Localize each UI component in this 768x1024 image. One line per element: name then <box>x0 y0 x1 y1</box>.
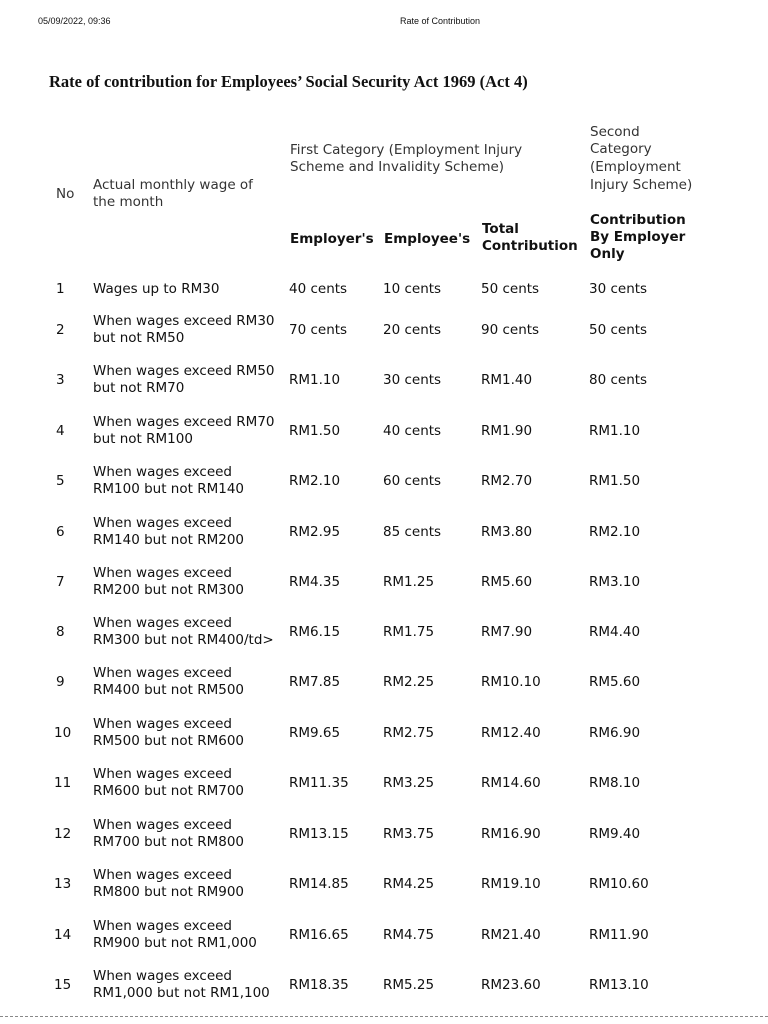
row-wage-line: RM400 but not RM500 <box>93 682 244 698</box>
row-employee: RM1.75 <box>383 623 435 640</box>
total-header-line2: Contribution <box>482 238 578 254</box>
document-title: Rate of contribution for Employees’ Social Security Act 1969 (Act 4) <box>49 72 528 91</box>
row-total: RM14.60 <box>481 774 541 791</box>
row-second-category: 50 cents <box>589 321 648 338</box>
row-employee: 40 cents <box>383 422 442 439</box>
second-category-header-line4: Injury Scheme) <box>590 177 693 193</box>
row-employer: RM4.35 <box>289 573 341 590</box>
row-total: RM1.40 <box>481 371 533 388</box>
row-employer: RM6.15 <box>289 623 341 640</box>
row-second-category: RM2.10 <box>589 523 641 540</box>
row-wage-line: When wages exceed <box>93 766 232 782</box>
row-wage-line: RM200 but not RM300 <box>93 582 244 598</box>
row-wage-line: When wages exceed RM70 <box>93 414 275 430</box>
row-no: 15 <box>54 976 72 993</box>
col-no-header: No <box>56 186 75 202</box>
row-wage-line: When wages exceed <box>93 565 232 581</box>
total-header-line1: Total <box>482 221 519 237</box>
row-employee: RM3.25 <box>383 774 435 791</box>
row-wage-line: but not RM100 <box>93 431 193 447</box>
row-wage-line: When wages exceed <box>93 665 232 681</box>
col-wage-header-line2: the month <box>93 194 164 210</box>
row-employee: RM4.75 <box>383 926 435 943</box>
row-total: RM12.40 <box>481 724 541 741</box>
row-wage-line: RM500 but not RM600 <box>93 733 244 749</box>
col-wage-header-line1: Actual monthly wage of <box>93 177 253 193</box>
row-total: RM19.10 <box>481 875 541 892</box>
row-no: 4 <box>56 422 65 439</box>
row-total: 50 cents <box>481 280 540 297</box>
row-wage-line: RM800 but not RM900 <box>93 884 244 900</box>
row-wage-line: RM300 but not RM400/td> <box>93 632 274 648</box>
row-total: RM10.10 <box>481 673 541 690</box>
row-second-category: RM13.10 <box>589 976 649 993</box>
row-no: 9 <box>56 673 65 690</box>
row-employer: RM2.10 <box>289 472 341 489</box>
row-wage-line: When wages exceed <box>93 918 232 934</box>
row-second-category: RM10.60 <box>589 875 649 892</box>
row-second-category: RM4.40 <box>589 623 641 640</box>
row-second-category: 80 cents <box>589 371 648 388</box>
row-employee: 60 cents <box>383 472 442 489</box>
row-total: RM7.90 <box>481 623 533 640</box>
row-employee: 10 cents <box>383 280 442 297</box>
row-employee: 30 cents <box>383 371 442 388</box>
row-employer: RM7.85 <box>289 673 341 690</box>
row-employer: RM16.65 <box>289 926 349 943</box>
first-category-header-line2: Scheme and Invalidity Scheme) <box>290 159 505 175</box>
row-no: 13 <box>54 875 72 892</box>
row-wage-line: but not RM70 <box>93 380 185 396</box>
row-employee: RM2.25 <box>383 673 435 690</box>
by-employer-header-line2: By Employer <box>590 229 686 245</box>
row-employee: 85 cents <box>383 523 442 540</box>
row-employer: RM11.35 <box>289 774 349 791</box>
employer-header: Employer's <box>290 231 374 247</box>
row-no: 2 <box>56 321 65 338</box>
row-wage-line: RM1,000 but not RM1,100 <box>93 985 270 1001</box>
row-employee: RM3.75 <box>383 825 435 842</box>
row-second-category: RM1.50 <box>589 472 641 489</box>
row-no: 3 <box>56 371 65 388</box>
row-wage-line: When wages exceed <box>93 515 232 531</box>
first-category-header-line1: First Category (Employment Injury <box>290 142 523 158</box>
row-employer: RM13.15 <box>289 825 349 842</box>
row-no: 10 <box>54 724 72 741</box>
row-wage-line: When wages exceed <box>93 464 232 480</box>
row-wage-line: RM100 but not RM140 <box>93 481 244 497</box>
row-wage-line: RM900 but not RM1,000 <box>93 935 257 951</box>
row-no: 11 <box>54 774 72 791</box>
row-wage-line: When wages exceed <box>93 867 232 883</box>
row-total: RM2.70 <box>481 472 533 489</box>
row-wage-line: When wages exceed RM30 <box>93 313 275 329</box>
row-no: 7 <box>56 573 65 590</box>
row-wage-line: When wages exceed <box>93 716 232 732</box>
row-wage-line: When wages exceed <box>93 817 232 833</box>
row-no: 1 <box>56 280 65 297</box>
row-no: 12 <box>54 825 72 842</box>
row-total: RM1.90 <box>481 422 533 439</box>
row-employer: RM1.10 <box>289 371 341 388</box>
row-wage-line: RM600 but not RM700 <box>93 783 244 799</box>
row-wage-line: When wages exceed <box>93 968 232 984</box>
row-second-category: RM6.90 <box>589 724 641 741</box>
row-no: 5 <box>56 472 65 489</box>
row-no: 8 <box>56 623 65 640</box>
row-no: 14 <box>54 926 72 943</box>
page-bottom-divider <box>0 1016 768 1017</box>
by-employer-header-line3: Only <box>590 246 625 262</box>
row-employee: 20 cents <box>383 321 442 338</box>
print-datetime: 05/09/2022, 09:36 <box>38 16 111 26</box>
row-wage-line: When wages exceed RM50 <box>93 363 275 379</box>
row-second-category: 30 cents <box>589 280 648 297</box>
row-employee: RM1.25 <box>383 573 435 590</box>
row-employee: RM5.25 <box>383 976 435 993</box>
row-second-category: RM5.60 <box>589 673 641 690</box>
row-total: RM3.80 <box>481 523 533 540</box>
row-employer: RM1.50 <box>289 422 341 439</box>
row-wage-line: but not RM50 <box>93 330 185 346</box>
print-page-title: Rate of Contribution <box>400 16 481 26</box>
by-employer-header-line1: Contribution <box>590 212 686 228</box>
row-wage-line: RM140 but not RM200 <box>93 532 244 548</box>
row-total: 90 cents <box>481 321 540 338</box>
row-employee: RM2.75 <box>383 724 435 741</box>
row-second-category: RM1.10 <box>589 422 641 439</box>
row-total: RM23.60 <box>481 976 541 993</box>
row-second-category: RM11.90 <box>589 926 649 943</box>
second-category-header-line1: Second <box>590 124 640 140</box>
row-total: RM16.90 <box>481 825 541 842</box>
row-wage-line: When wages exceed <box>93 615 232 631</box>
row-employer: RM2.95 <box>289 523 341 540</box>
row-second-category: RM8.10 <box>589 774 641 791</box>
row-employer: RM9.65 <box>289 724 341 741</box>
row-no: 6 <box>56 523 65 540</box>
second-category-header-line3: (Employment <box>590 159 681 175</box>
row-employer: 70 cents <box>289 321 348 338</box>
row-wage-line: RM700 but not RM800 <box>93 834 244 850</box>
row-second-category: RM3.10 <box>589 573 641 590</box>
row-employee: RM4.25 <box>383 875 435 892</box>
second-category-header-line2: Category <box>590 141 652 157</box>
row-second-category: RM9.40 <box>589 825 641 842</box>
row-total: RM21.40 <box>481 926 541 943</box>
employee-header: Employee's <box>384 231 471 247</box>
row-employer: 40 cents <box>289 280 348 297</box>
row-employer: RM14.85 <box>289 875 349 892</box>
row-employer: RM18.35 <box>289 976 349 993</box>
row-wage-line: Wages up to RM30 <box>93 280 220 297</box>
row-total: RM5.60 <box>481 573 533 590</box>
